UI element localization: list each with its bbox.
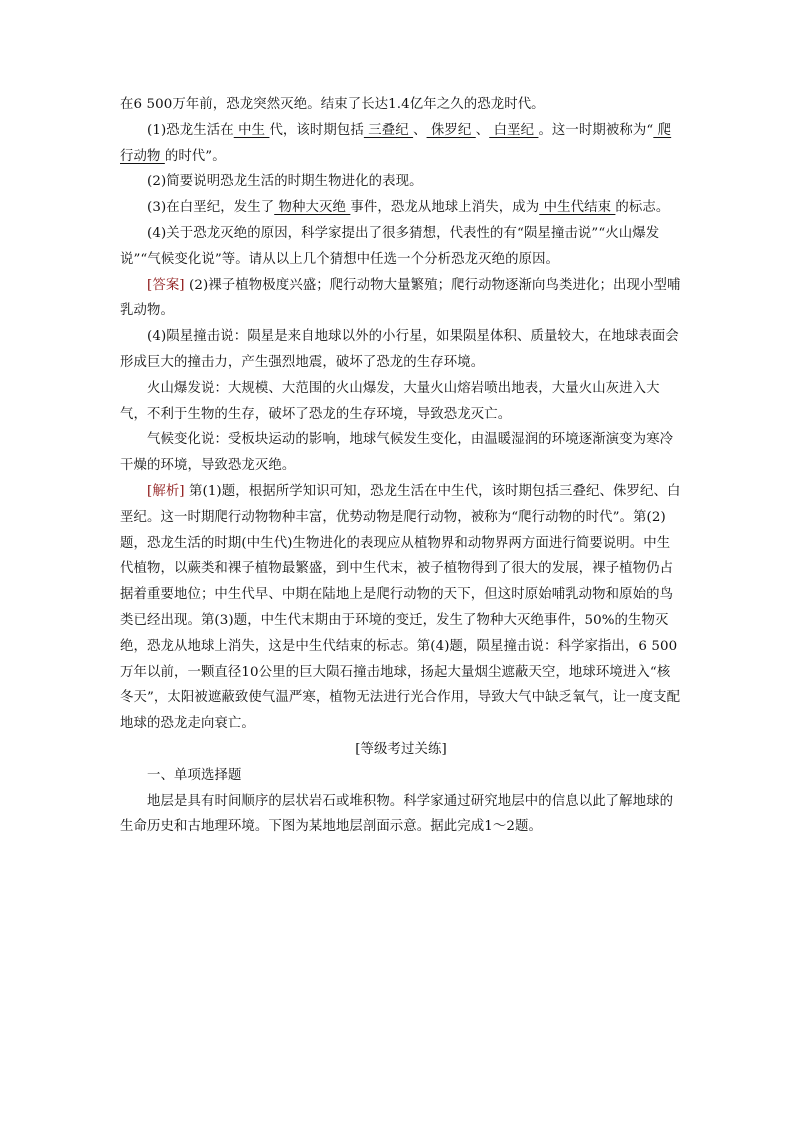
question-4: (4)关于恐龙灭绝的原因，科学家提出了很多猜想，代表性的有“陨星撞击说”“火山爆发说”“气候变化说”等。请从以上几个猜想中任选一个分析恐龙灭绝的原因。 <box>120 225 660 267</box>
q3-blank-mesozoic-end: 中生代结束 <box>539 200 616 216</box>
q1-text: 的时代”。 <box>164 148 226 164</box>
q1-blank-cretaceous: 白垩纪 <box>489 122 539 138</box>
q3-blank-extinction: 物种大灭绝 <box>274 200 351 216</box>
q1-text: 代，该时期包括 <box>269 122 364 138</box>
answer-4-climate: 气候变化说：受板块运动的影响，地球气候发生变化，由温暖湿润的环境逐渐演变为寒冷干燥的环境，导致恐龙灭绝。 <box>120 432 674 474</box>
document-body <box>120 92 682 840</box>
final-paragraph: 地层是具有时间顺序的层状岩石或堆积物。科学家通过研究地层中的信息以此了解地球的生命历史和古地理环境。下图为某地地层剖面示意。据此完成1～2题。 <box>120 793 674 835</box>
analysis-text: 第(1)题，根据所学知识可知，恐龙生活在中生代，该时期包括三叠纪、侏罗纪、白垩纪。这一时期爬行动物物种丰富，优势动物是爬行动物，被称为“爬行动物的时代”。第(2)题，恐龙生活的时期(中生代)生物进化的表现应从植物界和动物界两方面进行简要说明。中生代植物，以蕨类和裸子植物最繁盛，到中生代末，被子植物得到了很大的发展，裸子植物仍占据着重要地位；中生代早、中期在陆地上是爬行动物的天下，但这时原始哺乳动物和原始的鸟类已经出现。第(3)题，中生代末期由于环境的变迁，发生了物种大灭绝事件，50%的生物灭绝，恐龙从地球上消失，这是中生代结束的标志。第(4)题，陨星撞击说：科学家指出，6 500万年以前，一颗直径10公里的巨大陨石撞击地球，扬起大量烟尘遮蔽天空，地球环境进入“核冬天”，太阳被遮蔽致使气温严寒，植物无法进行光合作用，导致大气中缺乏氧气，让一度支配地球的恐龙走向衰亡。 <box>120 483 681 732</box>
analysis-paragraph <box>120 479 682 737</box>
answer-paragraph <box>120 273 682 325</box>
question-3 <box>120 195 682 221</box>
q1-text: (1)恐龙生活在 <box>147 122 234 138</box>
answer-4-volcano: 火山爆发说：大规模、大范围的火山爆发，大量火山熔岩喷出地表，大量火山灰进入大气，不利于生物的生存，破坏了恐龙的生存环境，导致恐龙灭亡。 <box>120 380 660 422</box>
q1-text: 、 <box>475 122 490 138</box>
answer-label: [答案] <box>147 277 185 293</box>
question-1 <box>120 118 682 170</box>
intro-paragraph: 在6 500万年前，恐龙突然灭绝。结束了长达1.4亿年之久的恐龙时代。 <box>120 97 545 112</box>
subsection-heading: 一、单项选择题 <box>147 767 242 783</box>
q3-text: 的标志。 <box>615 200 670 216</box>
answer-4-meteor: (4)陨星撞击说：陨星是来自地球以外的小行星，如果陨星体积、质量较大，在地球表面会形成巨大的撞击力，产生强烈地震，破坏了恐龙的生存环境。 <box>120 329 679 370</box>
q1-text: 。这一时期被称为“ <box>538 122 654 138</box>
q1-blank-reptiles: 爬行动物 <box>120 122 672 164</box>
q1-text: 、 <box>413 122 427 138</box>
q3-text: 事件，恐龙从地球上消失，成为 <box>350 200 540 216</box>
q1-blank-triassic: 三叠纪 <box>363 122 414 138</box>
analysis-label: [解析] <box>147 483 185 499</box>
q1-blank-jurassic: 侏罗纪 <box>426 122 476 138</box>
question-2: (2)简要说明恐龙生活的时期生物进化的表现。 <box>147 174 423 190</box>
answer-text: (2)裸子植物极度兴盛；爬行动物大量繁殖；爬行动物逐渐向鸟类进化；出现小型哺乳动物。 <box>120 277 681 319</box>
q3-text: (3)在白垩纪，发生了 <box>147 200 275 216</box>
q1-blank-era: 中生 <box>233 122 270 138</box>
section-title: [等级考过关练] <box>355 741 447 757</box>
